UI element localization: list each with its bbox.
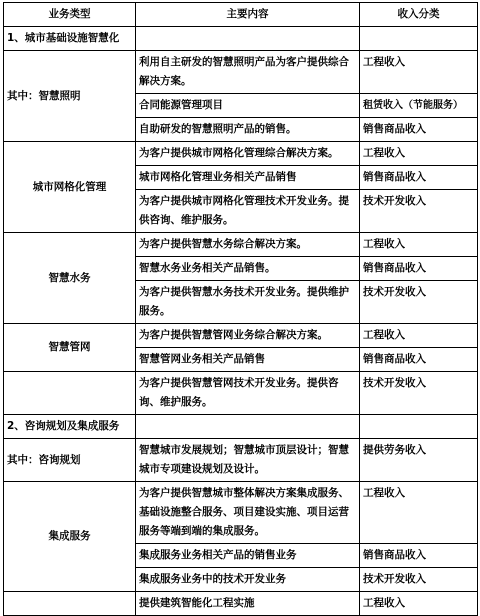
section-title: 2、咨询规划及集成服务 bbox=[4, 415, 136, 439]
income-class-cell: 工程收入 bbox=[360, 233, 478, 257]
income-class-cell: 工程收入 bbox=[360, 51, 478, 94]
table-row bbox=[4, 372, 478, 415]
content-cell: 利用自主研发的智慧照明产品为客户提供综合解决方案。 bbox=[136, 51, 360, 94]
content-cell: 为客户提供智慧城市整体解决方案集成服务、基础设施整合服务、项目建设实施、项目运营服务等端到端的集成服务。 bbox=[136, 482, 360, 544]
table-row bbox=[4, 439, 478, 482]
income-class-cell: 工程收入 bbox=[360, 142, 478, 166]
content-cell: 为客户提供城市网格化管理综合解决方案。 bbox=[136, 142, 360, 166]
business-type-cell: 智慧水务 bbox=[4, 233, 136, 324]
income-class-cell: 销售商品收入 bbox=[360, 118, 478, 142]
business-type-cell: 城市网格化管理 bbox=[4, 142, 136, 233]
income-class-cell: 租赁收入（节能服务） bbox=[360, 94, 478, 118]
empty-cell bbox=[4, 372, 136, 415]
content-cell: 智慧城市发展规划；智慧城市顶层设计；智慧城市专项建设规划及设计。 bbox=[136, 439, 360, 482]
section-row bbox=[4, 415, 478, 439]
income-class-cell: 销售商品收入 bbox=[360, 257, 478, 281]
business-type-cell: 智慧管网 bbox=[4, 324, 136, 372]
content-cell: 为客户提供智慧管网技术开发业务。提供咨询、维护服务。 bbox=[136, 372, 360, 415]
header-business-type: 业务类型 bbox=[4, 3, 136, 27]
header-row bbox=[4, 3, 478, 27]
income-class-cell: 技术开发收入 bbox=[360, 281, 478, 324]
business-type-cell: 其中：咨询规划 bbox=[4, 439, 136, 482]
table-row bbox=[4, 482, 478, 544]
table-row bbox=[4, 324, 478, 348]
business-type-cell: 集成服务 bbox=[4, 482, 136, 592]
content-cell: 城市网格化管理业务相关产品销售 bbox=[136, 166, 360, 190]
income-class-cell: 工程收入 bbox=[360, 592, 478, 616]
content-cell: 为客户提供智慧水务技术开发业务。提供维护服务。 bbox=[136, 281, 360, 324]
content-cell: 为客户提供智慧水务综合解决方案。 bbox=[136, 233, 360, 257]
empty-cell bbox=[360, 415, 478, 439]
header-main-content: 主要内容 bbox=[136, 3, 360, 27]
content-cell: 集成服务业务相关产品的销售业务 bbox=[136, 544, 360, 568]
business-type-cell: 其中：智慧照明 bbox=[4, 51, 136, 142]
income-class-cell: 技术开发收入 bbox=[360, 372, 478, 415]
income-class-cell: 销售商品收入 bbox=[360, 166, 478, 190]
content-cell: 为客户提供智慧管网业务综合解决方案。 bbox=[136, 324, 360, 348]
empty-cell bbox=[136, 27, 360, 51]
content-cell: 为客户提供城市网格化管理技术开发业务。提供咨询、维护服务。 bbox=[136, 190, 360, 233]
income-class-cell: 工程收入 bbox=[360, 482, 478, 544]
content-cell: 提供建筑智能化工程实施 bbox=[136, 592, 360, 616]
table-row bbox=[4, 592, 478, 616]
empty-cell bbox=[4, 592, 136, 616]
empty-cell bbox=[136, 415, 360, 439]
content-cell: 自助研发的智慧照明产品的销售。 bbox=[136, 118, 360, 142]
header-income-class: 收入分类 bbox=[360, 3, 478, 27]
content-cell: 智慧管网业务相关产品销售 bbox=[136, 348, 360, 372]
table-row bbox=[4, 233, 478, 257]
content-cell: 集成服务业务中的技术开发业务 bbox=[136, 568, 360, 592]
section-title: 1、城市基础设施智慧化 bbox=[4, 27, 136, 51]
content-cell: 合同能源管理项目 bbox=[136, 94, 360, 118]
business-table bbox=[3, 2, 478, 616]
content-cell: 智慧水务业务相关产品销售。 bbox=[136, 257, 360, 281]
income-class-cell: 销售商品收入 bbox=[360, 348, 478, 372]
table-row bbox=[4, 51, 478, 94]
income-class-cell: 提供劳务收入 bbox=[360, 439, 478, 482]
income-class-cell: 销售商品收入 bbox=[360, 544, 478, 568]
empty-cell bbox=[360, 27, 478, 51]
income-class-cell: 技术开发收入 bbox=[360, 190, 478, 233]
table-row bbox=[4, 142, 478, 166]
section-row bbox=[4, 27, 478, 51]
income-class-cell: 技术开发收入 bbox=[360, 568, 478, 592]
income-class-cell: 工程收入 bbox=[360, 324, 478, 348]
